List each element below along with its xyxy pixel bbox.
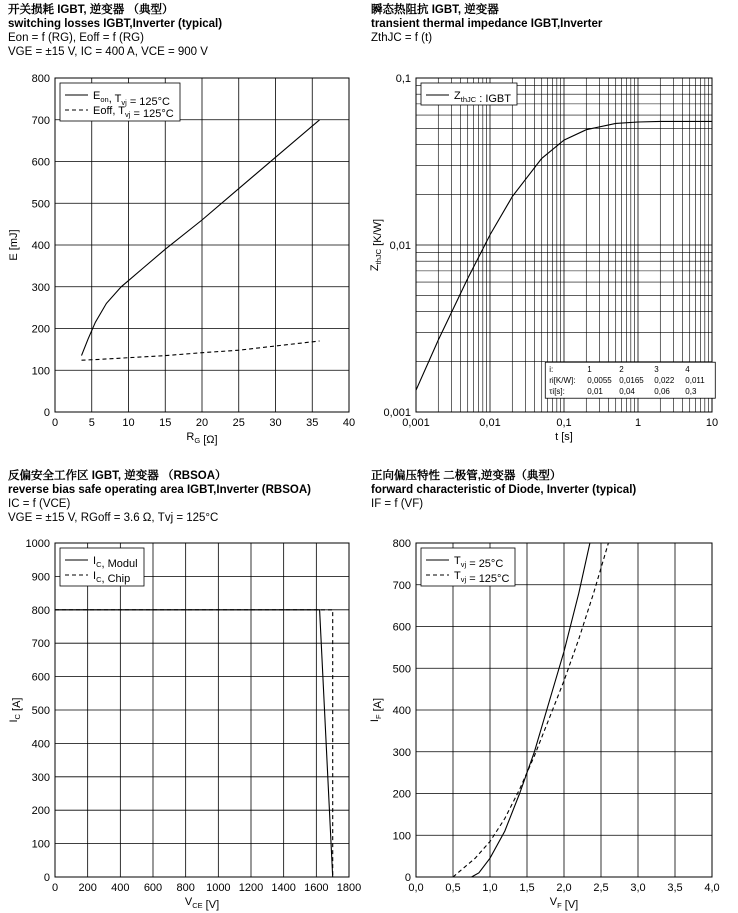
param-table-cell: i:	[549, 365, 554, 375]
y-axis-label: $I_F$ [A]	[369, 697, 384, 723]
x-axis-label: $R_G$ [Ω]	[186, 431, 218, 446]
y-tick-label: 700	[31, 114, 50, 127]
legend-label: $E_{on}$, $T_{vj} = 125^\circ C$	[93, 90, 170, 108]
y-tick-label: 800	[392, 538, 411, 550]
legend-label: $T_{vj} = 25^\circ C$	[454, 555, 504, 570]
param-table-cell: 0,022	[654, 376, 675, 386]
legend	[60, 548, 144, 586]
x-tick-label: 1	[634, 417, 642, 429]
legend	[421, 548, 515, 586]
y-axis-label: $I_C$ [A]	[8, 697, 23, 723]
y-axis-label: E [mJ]	[8, 229, 20, 261]
x-tick-label: 10	[122, 417, 135, 429]
x-tick-label: 400	[111, 882, 130, 894]
chart-title-en: transient thermal impedance IGBT,Inverter	[371, 18, 603, 30]
y-tick-label: 500	[31, 198, 50, 211]
y-tick-label: 700	[31, 638, 50, 651]
x-tick-label: 1800	[336, 882, 362, 894]
y-tick-label: 300	[392, 746, 411, 759]
y-tick-label: 900	[31, 571, 50, 584]
legend-label: $I_C$, Chip	[93, 570, 131, 585]
chart-conditions: VGE = ±15 V, IC = 400 A, VCE = 900 V	[8, 46, 208, 58]
chart-formula: IF = f (VF)	[371, 498, 424, 510]
chart-formula: Eon = f (RG), Eoff = f (RG)	[8, 32, 144, 44]
x-tick-label: 0,5	[445, 882, 461, 894]
legend-label: Eoff, $T_{vj} = 125^\circ C$	[93, 105, 174, 120]
param-table-cell: 0,0055	[587, 376, 612, 386]
y-tick-label: 500	[31, 705, 50, 717]
legend-label: $T_{vj} = 125^\circ C$	[454, 570, 510, 585]
param-table-cell: τi[s]:	[549, 387, 565, 397]
y-tick-label: 0,1	[395, 73, 411, 85]
y-tick-label: 100	[31, 365, 50, 378]
x-tick-label: 35	[306, 417, 319, 429]
x-axis-label: $V_F$ [V]	[549, 896, 579, 911]
x-tick-label: 2,5	[593, 882, 609, 894]
chart-title-cn: 反偏安全工作区 IGBT, 逆变器 （RBSOA）	[8, 470, 227, 482]
rbsoa-chart	[8, 538, 361, 911]
x-tick-label: 5	[88, 417, 95, 429]
x-tick-label: 20	[195, 417, 209, 429]
legend-label: $Z_{thJC}$ : IGBT	[454, 90, 511, 105]
chart-title-cn: 瞬态热阻抗 IGBT, 逆变器	[371, 4, 499, 16]
x-tick-label: 0	[51, 417, 59, 429]
y-tick-label: 800	[31, 73, 50, 85]
y-tick-label: 700	[392, 579, 411, 592]
param-table-cell: 0,01	[587, 387, 603, 397]
y-tick-label: 200	[31, 323, 50, 336]
y-tick-label: 800	[31, 604, 50, 617]
x-tick-label: 30	[269, 417, 282, 429]
chart-formula: ZthJC = f (t)	[371, 32, 433, 44]
x-tick-label: 10	[705, 417, 719, 429]
switching-losses-chart	[8, 73, 355, 446]
param-table-cell: 3	[654, 365, 659, 375]
x-tick-label: 1000	[206, 882, 231, 894]
y-tick-label: 0,001	[383, 407, 411, 419]
x-tick-label: 15	[159, 417, 172, 429]
x-tick-label: 1400	[271, 882, 296, 894]
chart-formula: IC = f (VCE)	[8, 498, 71, 510]
y-tick-label: 0	[43, 872, 50, 884]
y-tick-label: 1000	[25, 538, 50, 550]
y-tick-label: 0,01	[389, 240, 411, 252]
diode-forward-chart	[369, 538, 720, 911]
x-tick-label: 3,5	[667, 882, 683, 894]
chart-title-en: reverse bias safe operating area IGBT,Inverter (RBSOA)	[8, 484, 311, 496]
param-table-cell: 4	[685, 365, 690, 375]
x-axis-label: t [s]	[555, 431, 573, 443]
x-tick-label: 0,1	[556, 417, 572, 429]
y-tick-label: 400	[31, 738, 50, 751]
x-tick-label: 1200	[238, 882, 264, 894]
param-table	[545, 362, 715, 398]
y-axis-label: $Z_{thJC}$ [K/W]	[369, 218, 384, 272]
y-tick-label: 500	[392, 663, 411, 676]
x-tick-label: 0,001	[402, 417, 430, 429]
param-table-cell: 2	[619, 365, 624, 375]
legend-label: $I_C$, Modul	[93, 555, 138, 570]
param-table-cell: 1	[587, 365, 592, 375]
y-tick-label: 100	[31, 838, 50, 851]
x-tick-label: 1,0	[482, 882, 498, 894]
y-tick-label: 400	[31, 240, 50, 252]
x-tick-label: 1600	[304, 882, 329, 894]
param-table-cell: 0,011	[685, 376, 705, 386]
thermal-impedance-chart	[369, 73, 718, 443]
x-tick-label: 3,0	[630, 882, 646, 894]
x-tick-label: 200	[78, 882, 97, 894]
x-tick-label: 2,0	[556, 882, 572, 894]
y-tick-label: 0	[43, 407, 50, 419]
param-table-cell: ri[K/W]:	[549, 376, 576, 386]
legend	[60, 83, 180, 121]
chart-title-en: switching losses IGBT,Inverter (typical)	[8, 18, 223, 30]
chart-conditions: VGE = ±15 V, RGoff = 3.6 Ω, Tvj = 125°C	[8, 512, 219, 524]
param-table-cell: 0,04	[619, 387, 635, 397]
chart-title-en: forward characteristic of Diode, Inverter (typical)	[371, 484, 637, 496]
chart-title-cn: 开关损耗 IGBT, 逆变器 （典型）	[8, 4, 174, 16]
param-table-cell: 0,3	[685, 387, 697, 397]
y-tick-label: 300	[31, 281, 50, 294]
y-tick-label: 400	[392, 705, 411, 717]
y-tick-label: 100	[392, 830, 411, 843]
chart-title-cn: 正向偏压特性 二极管,逆变器（典型）	[371, 470, 562, 482]
y-tick-label: 200	[392, 788, 411, 801]
x-tick-label: 600	[143, 882, 163, 894]
y-tick-label: 300	[31, 771, 50, 784]
y-tick-label: 0	[404, 872, 411, 884]
series-line-2	[82, 341, 320, 360]
x-tick-label: 800	[176, 882, 195, 894]
y-tick-label: 600	[392, 621, 411, 634]
y-tick-label: 600	[31, 156, 50, 169]
param-table-cell: 0,0165	[619, 376, 644, 386]
legend	[421, 83, 517, 105]
y-tick-label: 200	[31, 805, 50, 818]
x-tick-label: 0,01	[479, 417, 501, 429]
x-tick-label: 40	[342, 417, 356, 429]
x-tick-label: 1,5	[519, 882, 535, 894]
x-tick-label: 4,0	[704, 882, 720, 894]
x-axis-label: $V_{CE}$ [V]	[184, 896, 220, 911]
param-table-cell: 0,06	[654, 387, 670, 397]
x-tick-label: 25	[232, 417, 245, 429]
x-tick-label: 0	[51, 882, 59, 894]
x-tick-label: 0,0	[408, 882, 424, 894]
series-line-1	[82, 120, 320, 356]
y-tick-label: 600	[31, 671, 50, 684]
